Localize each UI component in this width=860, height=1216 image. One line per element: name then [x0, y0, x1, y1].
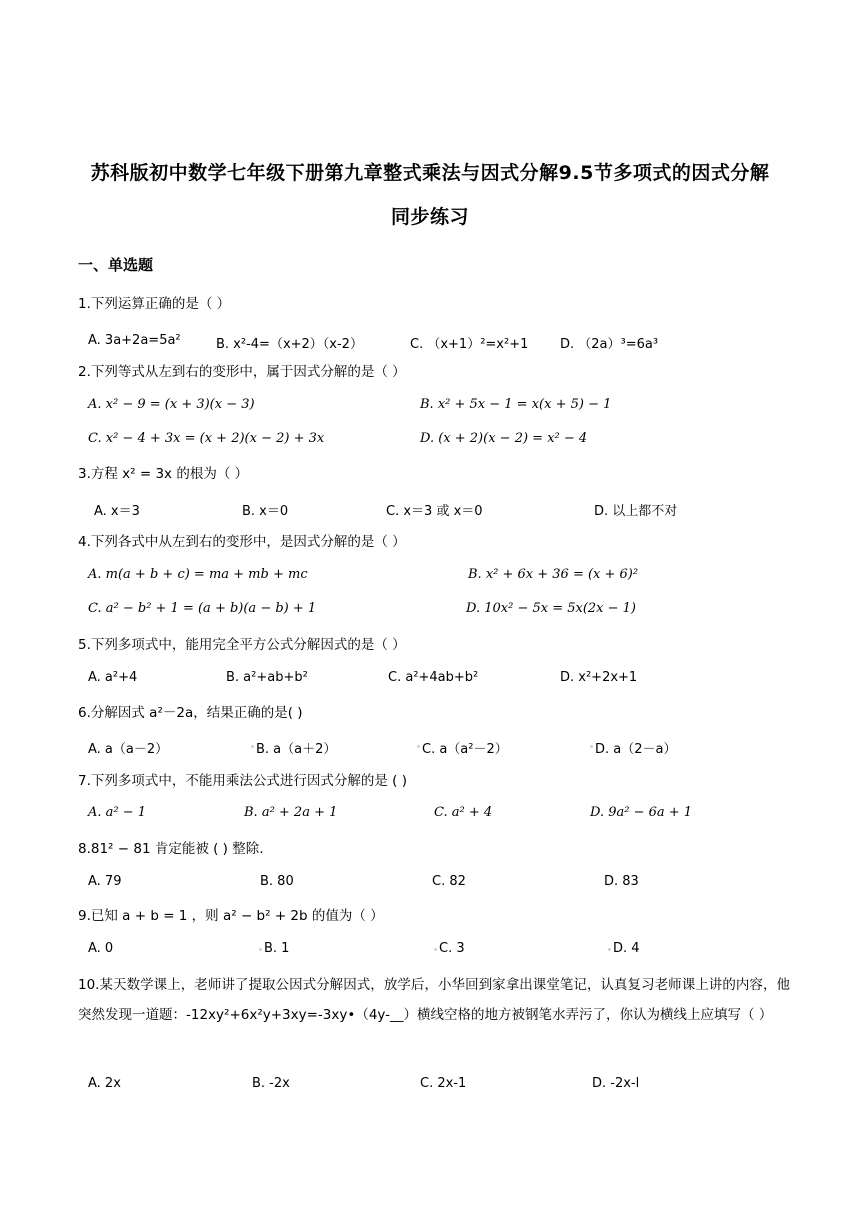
- question-4-stem: 4.下列各式中从左到右的变形中，是因式分解的是（ ）: [78, 534, 406, 550]
- question-2-option-c: C. x² − 4 + 3x = (x + 2)(x − 2) + 3x: [88, 431, 325, 446]
- question-4-option-c: C. a² − b² + 1 = (a + b)(a − b) + 1: [88, 601, 317, 616]
- question-6-option-d: D. a（2－a）: [595, 742, 677, 757]
- question-5-stem: 5.下列多项式中，能用完全平方公式分解因式的是（ ）: [78, 637, 406, 653]
- question-1-option-a: A. 3a+2a=5a²: [88, 333, 181, 348]
- bullet-dot-icon: [259, 948, 262, 951]
- bullet-dot-icon: [434, 948, 437, 951]
- question-6-option-c: C. a（a²－2）: [422, 742, 508, 757]
- section-heading: 一、单选题: [78, 256, 154, 274]
- question-8-stem: 8.81² − 81 肯定能被 ( ) 整除.: [78, 841, 264, 857]
- question-2-option-b: B. x² + 5x − 1 = x(x + 5) − 1: [420, 397, 612, 412]
- question-2-option-d: D. (x + 2)(x − 2) = x² − 4: [420, 431, 588, 446]
- question-9-option-b: B. 1: [264, 941, 290, 956]
- question-3-option-a: A. x＝3: [94, 504, 140, 519]
- question-9-option-c: C. 3: [439, 941, 465, 956]
- bullet-dot-icon: [608, 948, 611, 951]
- document-title-line2: 同步练习: [390, 206, 469, 228]
- question-2-stem: 2.下列等式从左到右的变形中，属于因式分解的是（ ）: [78, 364, 406, 380]
- question-5-option-a: A. a²+4: [88, 670, 138, 685]
- question-5-option-b: B. a²+ab+b²: [226, 670, 308, 685]
- document-title-line1: 苏科版初中数学七年级下册第九章整式乘法与因式分解9.5节多项式的因式分解: [90, 162, 770, 184]
- question-3-stem: 3.方程 x² = 3x 的根为（ ）: [78, 466, 249, 482]
- question-10-option-b: B. -2x: [252, 1076, 290, 1091]
- question-8-option-b: B. 80: [260, 874, 294, 889]
- question-6-option-b: B. a（a＋2）: [256, 742, 337, 757]
- question-6-stem: 6.分解因式 a²－2a，结果正确的是( ): [78, 705, 303, 721]
- question-8-option-c: C. 82: [432, 874, 466, 889]
- question-1-option-b: B. x²-4=（x+2）（x-2）: [216, 337, 363, 352]
- question-1-option-d: D. （2a）³=6a³: [560, 337, 659, 352]
- question-8-option-d: D. 83: [604, 874, 639, 889]
- question-7-option-c: C. a² + 4: [434, 805, 493, 820]
- question-3-option-b: B. x＝0: [242, 504, 289, 519]
- bullet-dot-icon: [251, 745, 254, 748]
- question-9-option-a: A. 0: [88, 941, 114, 956]
- question-1-option-c: C. （x+1）²=x²+1: [410, 337, 529, 352]
- question-9-option-d: D. 4: [613, 941, 640, 956]
- question-7-option-b: B. a² + 2a + 1: [244, 805, 338, 820]
- question-5-option-d: D. x²+2x+1: [560, 670, 638, 685]
- question-4-option-b: B. x² + 6x + 36 = (x + 6)²: [468, 567, 639, 582]
- question-3-option-c: C. x＝3 或 x＝0: [386, 504, 483, 519]
- question-7-option-a: A. a² − 1: [88, 805, 147, 820]
- bullet-dot-icon: [417, 745, 420, 748]
- question-10-option-d: D. -2x-l: [592, 1076, 640, 1091]
- question-9-stem: 9.已知 a + b = 1 ，则 a² − b² + 2b 的值为（ ）: [78, 908, 384, 924]
- question-4-option-a: A. m(a + b + c) = ma + mb + mc: [88, 567, 308, 582]
- question-5-option-c: C. a²+4ab+b²: [388, 670, 479, 685]
- question-4-option-d: D. 10x² − 5x = 5x(2x − 1): [466, 601, 637, 616]
- question-1-stem: 1.下列运算正确的是（ ）: [78, 296, 231, 312]
- question-8-option-a: A. 79: [88, 874, 122, 889]
- question-6-option-a: A. a（a－2）: [88, 742, 169, 757]
- bullet-dot-icon: [590, 745, 593, 748]
- question-10-stem: 10.某天数学课上，老师讲了提取公因式分解因式，放学后，小华回到家拿出课堂笔记，认真复习老师课上讲的内容，他突然发现一道题：-12xy²+6x²y+3xy=-3xy•（4y-__）横线空格的地方被钢笔水弄污了，你认为横线上应填写（ ）: [78, 977, 790, 1023]
- question-10-option-c: C. 2x-1: [420, 1076, 467, 1091]
- question-10-option-a: A. 2x: [88, 1076, 121, 1091]
- question-2-option-a: A. x² − 9 = (x + 3)(x − 3): [88, 397, 255, 412]
- question-7-option-d: D. 9a² − 6a + 1: [590, 805, 693, 820]
- question-7-stem: 7.下列多项式中，不能用乘法公式进行因式分解的是 ( ): [78, 773, 407, 789]
- question-3-option-d: D. 以上都不对: [594, 504, 678, 519]
